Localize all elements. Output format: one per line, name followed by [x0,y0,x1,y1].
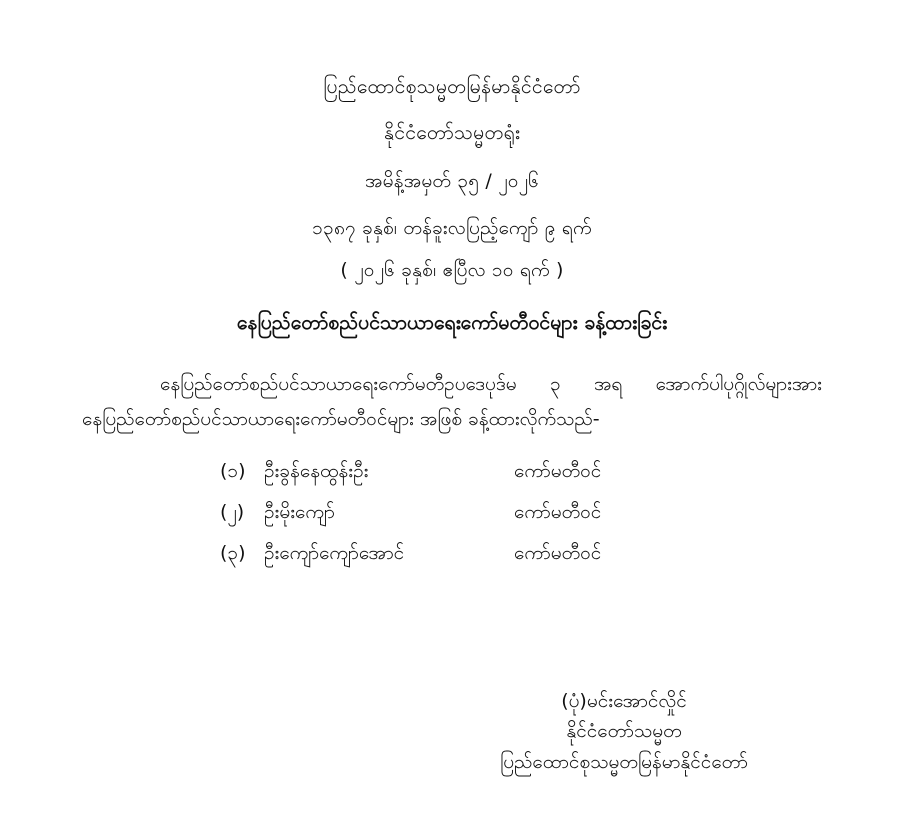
signature-title: နိုင်ငံတော်သမ္မတ [566,720,682,743]
signature-state: ပြည်ထောင်စုသမ္မတမြန်မာနိုင်ငံတော် [500,750,748,773]
member-list [60,451,844,574]
member-role: ကော်မတီဝင် [514,541,602,564]
document-subject: နေပြည်တော်စည်ပင်သာယာရေးကော်မတီဝင်များ ခန့်ထားခြင်း [236,310,668,334]
member-role: ကော်မတီဝင် [514,500,602,523]
date-myanmar-era: ၁၃၈၇ ခုနှစ်၊ တန်ခူးလပြည့်ကျော် ၉ ရက် [312,217,592,240]
member-name: ဦးကျော်ကျော်အောင် [264,541,405,564]
member-number: (၂) [220,500,245,523]
member-number: (၃) [220,541,246,564]
member-name: ဦးမိုးကျော် [264,500,335,523]
list-item [220,492,844,533]
list-item [220,533,844,574]
document-header-country: ပြည်ထောင်စုသမ္မတမြန်မာနိုင်ငံတော် [323,75,581,98]
document-header-office: နိုင်ငံတော်သမ္မတရုံး [383,121,521,145]
date-gregorian: ( ၂၀၂၆ ခုနှစ်၊ ဧပြီလ ၁၀ ရက် ) [340,258,564,281]
member-name: ဦးခွန်နေထွန်းဦး [264,459,369,482]
signature-block [414,686,834,777]
signature-name: (ပုံ)မင်းအောင်လှိုင် [561,689,687,712]
list-item [220,451,844,492]
order-number: အမိန့်အမှတ် ၃၅ / ၂၀၂၆ [364,169,540,192]
document-paragraph [60,367,844,437]
member-number: (၁) [220,459,246,482]
paragraph-text: နေပြည်တော်စည်ပင်သာယာရေးကော်မတီဥပဒေပုဒ်မ ၃ အရ အောက်ပါပုဂ္ဂိုလ်များအား နေပြည်တော်စည်ပင်သာယာရေးကော်မတီဝင်များ အဖြစ် ခန့်ထားလိုက်သည်- [82,372,822,430]
member-role: ကော်မတီဝင် [514,459,602,482]
